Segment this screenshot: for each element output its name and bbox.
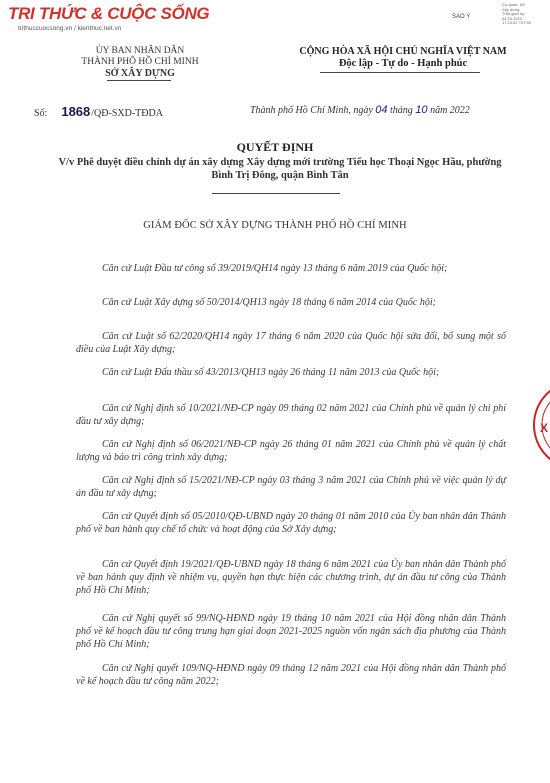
number-value: 1868 <box>61 104 91 119</box>
red-seal-stamp <box>530 380 550 470</box>
legal-basis-paragraph: Căn cứ Nghị quyết số 99/NQ-HĐND ngày 19 tháng 10 năm 2021 của Hội đồng nhân dân Thành phố về kế hoạch đầu tư công trung hạn giai đoạn 2021-2025 nguồn vốn ngân sách địa phương của Thành phố Hồ Chí Minh; <box>76 613 506 650</box>
legal-basis-paragraph: Căn cứ Luật Đầu tư công số 39/2019/QH14 ngày 13 tháng 6 năm 2019 của Quốc hội; <box>102 263 448 274</box>
national-name: CỘNG HÒA XÃ HỘI CHỦ NGHĨA VIỆT NAM <box>299 46 507 57</box>
authority-line-1: ỦY BAN NHÂN DÂN <box>95 46 185 56</box>
issue-date <box>250 104 470 116</box>
signature-line: Xây dựng <box>502 6 520 12</box>
digital-signature-block <box>502 3 544 26</box>
director-heading: GIÁM ĐỐC SỞ XÂY DỰNG THÀNH PHỐ HỒ CHÍ MINH <box>143 220 407 231</box>
legal-basis-paragraph: Căn cứ Nghị định số 15/2021/NĐ-CP ngày 03 tháng 3 năm 2021 của Chính phủ về việc quản lý dự án đầu tư xây dựng; <box>76 475 506 499</box>
legal-basis-paragraph: Căn cứ Luật Đấu thầu số 43/2013/QH13 ngày 26 tháng 11 năm 2013 của Quốc hội; <box>102 367 440 378</box>
legal-basis-paragraph: Căn cứ Nghị định số 06/2021/NĐ-CP ngày 26 tháng 01 năm 2021 của Chính phủ về quản lý chất lượng và bảo trì công trình xây dựng; <box>76 439 506 463</box>
issuing-authority <box>40 46 240 79</box>
date-text-1: Thành phố Hồ Chí Minh, ngày <box>250 105 373 116</box>
signature-line: Co-quan: Sở <box>502 2 525 7</box>
number-suffix: /QĐ-SXD-TĐDA <box>91 108 163 119</box>
legal-basis-paragraph: Căn cứ Nghị định số 10/2021/NĐ-CP ngày 09 tháng 02 năm 2021 của Chính phủ về quản lý chi phí đầu tư xây dựng; <box>76 403 506 427</box>
svg-text:X: X <box>540 421 549 435</box>
date-month: 10 <box>415 104 428 116</box>
national-motto: Độc lập - Tự do - Hạnh phúc <box>338 58 468 69</box>
logo-brand: TRI THỨC & CUỘC SỐNG <box>8 4 210 23</box>
date-text-2: tháng <box>390 105 413 116</box>
motto-underline <box>320 72 480 73</box>
date-day: 04 <box>375 104 388 116</box>
site-logo <box>8 2 210 38</box>
date-text-3: năm 2022 <box>430 105 470 116</box>
legal-basis-paragraph: Căn cứ Nghị quyết 109/NQ-HĐND ngày 09 tháng 12 năm 2021 của Hội đồng nhân dân Thành phố về kế hoạch đầu tư công năm 2022; <box>76 663 506 687</box>
copy-mark: SAO Y <box>452 14 471 20</box>
signature-line: 17:23:52 +07:00 <box>502 20 532 26</box>
legal-basis-paragraph: Căn cứ Quyết định số 05/2010/QĐ-UBND ngày 20 tháng 01 năm 2010 của Ủy ban nhân dân Thành phố về ban hành quy chế tổ chức và hoạt động của Sở Xây dựng; <box>76 511 506 535</box>
authority-line-3: SỞ XÂY DỰNG <box>105 68 175 79</box>
legal-basis-paragraph: Căn cứ Quyết định 19/2021/QĐ-UBND ngày 18 tháng 6 năm 2021 của Ủy ban nhân dân Thành phố về ban hành quy định về nhiệm vụ, quyền hạn thực hiện các chương trình, dự án đầu tư công của Thành phố Hồ Chí Minh; <box>76 559 506 596</box>
signature-line: Thời gian ký: <box>502 11 526 17</box>
document-number <box>34 104 163 119</box>
document-title: QUYẾT ĐỊNH <box>236 140 314 154</box>
signature-line: 04.10.2022 <box>502 15 523 21</box>
legal-basis-paragraph: Căn cứ Luật số 62/2020/QH14 ngày 17 tháng 6 năm 2020 của Quốc hội sửa đổi, bổ sung một số điều của Luật Xây dựng; <box>76 331 506 355</box>
authority-line-2: THÀNH PHỐ HỒ CHÍ MINH <box>81 57 199 67</box>
national-header <box>262 46 544 70</box>
subtitle-underline <box>212 193 340 194</box>
number-prefix: Số: <box>34 108 48 119</box>
document-subtitle: V/v Phê duyệt điều chỉnh dự án xây dựng Xây dựng mới trường Tiểu học Thoại Ngọc Hầu, phường Bình Trị Đông, quận Bình Tân <box>58 157 502 181</box>
legal-basis-paragraph: Căn cứ Luật Xây dựng số 50/2014/QH13 ngày 18 tháng 6 năm 2014 của Quốc hội; <box>102 297 436 308</box>
authority-underline <box>107 80 171 81</box>
logo-url: trithuccuocsong.vn / kienthuc.net.vn <box>18 25 122 32</box>
